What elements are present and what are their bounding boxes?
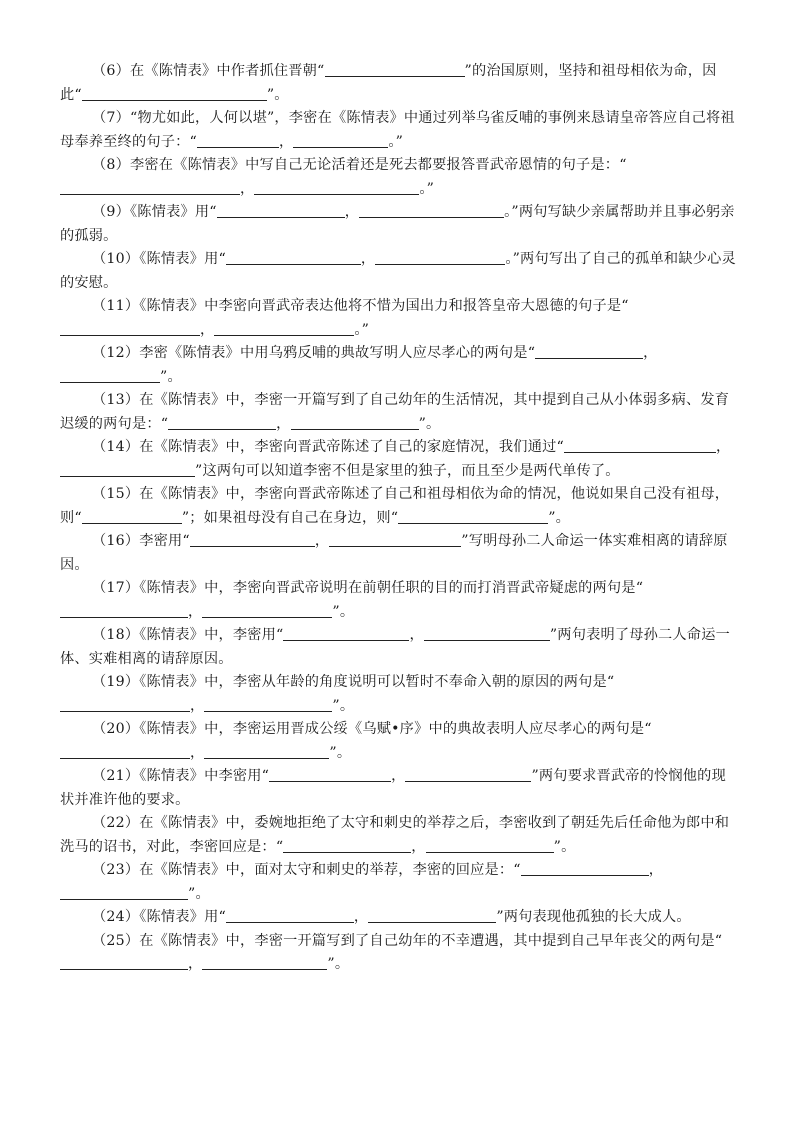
answer-blank[interactable] — [60, 954, 188, 970]
answer-blank[interactable] — [60, 179, 240, 195]
answer-blank[interactable] — [564, 437, 716, 453]
question-text: ”这两句可以知道李密不但是家里的独子，而且至少是两代单传了。 — [195, 462, 620, 479]
question-text: ”。 — [329, 744, 352, 761]
question-text: 《陈情表》中李密用“ — [139, 768, 270, 784]
answer-blank[interactable] — [214, 320, 354, 336]
question-text: 《陈情表》用“ — [130, 204, 217, 220]
question-item — [60, 577, 736, 624]
question-number: （19） — [92, 674, 140, 690]
question-item — [60, 389, 736, 436]
answer-blank[interactable] — [197, 132, 279, 148]
answer-blank[interactable] — [82, 508, 182, 524]
answer-blank[interactable] — [60, 884, 188, 900]
question-text: 李密用“ — [139, 533, 190, 549]
question-text: ， — [409, 627, 424, 643]
question-item — [60, 154, 736, 201]
question-number: （25） — [92, 932, 140, 949]
question-text: ”写明母孙二人命运一体实难相离的请辞原因。 — [60, 533, 728, 573]
question-item — [60, 248, 736, 295]
question-number: （6） — [92, 63, 131, 79]
answer-blank[interactable] — [325, 61, 465, 77]
question-text: 《陈情表》中，李密用“ — [139, 627, 284, 643]
question-item — [60, 765, 736, 812]
question-text: “物尤如此，人何以堪”，李密在《陈情表》中通过列举乌雀反哺的事例来恳请皇帝答应自己将祖母奉养至终的句子：“ — [60, 110, 735, 150]
question-text: ， — [411, 838, 426, 855]
question-text: ”。 — [160, 368, 182, 385]
answer-blank[interactable] — [293, 132, 388, 148]
answer-blank[interactable] — [535, 343, 643, 359]
answer-blank[interactable] — [217, 202, 345, 218]
question-text: ”；如果祖母没有自己在身边，则“ — [181, 509, 399, 526]
question-text: 李密在《陈情表》中写自己无论活着还是死去都要报答晋武帝恩情的句子是：“ — [130, 157, 627, 173]
question-item — [60, 483, 736, 530]
question-text: ， — [643, 345, 658, 361]
question-text: ， — [190, 744, 205, 761]
question-text: 。”两句写缺少亲属帮助并且事必躬亲的孤弱。 — [60, 204, 735, 244]
question-text: 。” — [354, 321, 370, 338]
answer-blank[interactable] — [424, 625, 550, 641]
question-text: ， — [188, 956, 203, 972]
question-number: （17） — [92, 580, 140, 596]
question-number: （23） — [92, 862, 140, 878]
question-number: （20） — [92, 721, 140, 737]
question-number: （16） — [92, 533, 140, 549]
question-number: （18） — [92, 627, 140, 643]
question-item — [60, 436, 736, 483]
question-text: 。” — [419, 180, 435, 197]
question-item — [60, 906, 736, 930]
answer-blank[interactable] — [204, 743, 329, 759]
answer-blank[interactable] — [202, 602, 332, 618]
answer-blank[interactable] — [368, 907, 496, 923]
answer-blank[interactable] — [60, 602, 188, 618]
question-text: ”。 — [553, 838, 576, 855]
answer-blank[interactable] — [375, 249, 505, 265]
answer-blank[interactable] — [291, 414, 419, 430]
question-text: 《陈情表》中，李密运用晋成公绥《乌赋•序》中的典故表明人应尽孝心的两句是“ — [139, 721, 652, 737]
answer-blank[interactable] — [60, 743, 190, 759]
answer-blank[interactable] — [521, 860, 649, 876]
question-number: （15） — [92, 486, 140, 502]
question-text: ， — [240, 180, 255, 197]
question-item — [60, 812, 736, 859]
question-item — [60, 295, 736, 342]
answer-blank[interactable] — [359, 202, 504, 218]
question-number: （24） — [92, 909, 140, 925]
question-number: （11） — [92, 298, 140, 314]
question-item — [60, 671, 736, 718]
question-text: ”。 — [188, 885, 210, 902]
question-text: ， — [190, 697, 205, 714]
question-text: ”两句表明了母孙二人命运一体、实难相离的请辞原因。 — [60, 627, 730, 667]
question-text: ， — [715, 439, 731, 455]
question-text: ”两句表现他孤独的长大成人。 — [496, 909, 691, 925]
question-item — [60, 930, 736, 977]
question-number: （22） — [92, 815, 140, 831]
question-text: 在《陈情表》中，李密一开篇写到了自己幼年的不幸遭遇，其中提到自己早年丧父的两句是“ — [139, 932, 723, 949]
question-item — [60, 107, 736, 154]
question-text: ， — [314, 533, 330, 549]
question-text: ， — [360, 251, 376, 267]
answer-blank[interactable] — [329, 531, 461, 547]
question-text: 《陈情表》用“ — [139, 909, 226, 925]
answer-blank[interactable] — [226, 249, 361, 265]
question-item — [60, 859, 736, 906]
question-text: 在《陈情表》中，面对太守和刺史的举荐，李密的回应是：“ — [139, 862, 521, 878]
question-text: 。”两句写出了自己的孤单和缺少心灵的安慰。 — [60, 251, 736, 291]
question-text: ”。 — [332, 697, 355, 714]
question-item — [60, 60, 736, 107]
question-number: （21） — [92, 768, 140, 784]
answer-blank[interactable] — [269, 766, 391, 782]
question-text: ”两句要求晋武帝的怜悯他的现状并准许他的要求。 — [60, 768, 726, 808]
question-item — [60, 530, 736, 577]
answer-blank[interactable] — [254, 179, 419, 195]
question-item — [60, 201, 736, 248]
answer-blank[interactable] — [60, 367, 160, 383]
answer-blank[interactable] — [60, 320, 200, 336]
answer-blank[interactable] — [82, 85, 267, 101]
answer-blank[interactable] — [168, 414, 276, 430]
question-text: ， — [200, 321, 215, 338]
question-text: 。” — [388, 133, 404, 150]
question-text: ”的治国原则，坚持和祖母相依为命，因此“ — [60, 63, 717, 103]
question-text: 《陈情表》用“ — [139, 251, 226, 267]
question-text: ”。 — [548, 509, 571, 526]
question-number: （13） — [92, 392, 140, 408]
question-text: ， — [344, 204, 360, 220]
question-text: 李密《陈情表》中用乌鸦反哺的典故写明人应尽孝心的两句是“ — [139, 345, 536, 361]
question-text: 在《陈情表》中，李密向晋武帝陈述了自己的家庭情况，我们通过“ — [139, 439, 564, 455]
question-number: （10） — [92, 251, 140, 267]
question-text: ”。 — [418, 415, 441, 432]
question-text: ”。 — [266, 86, 289, 103]
answer-blank[interactable] — [60, 696, 190, 712]
answer-blank[interactable] — [405, 766, 531, 782]
answer-blank[interactable] — [226, 907, 354, 923]
question-text: ”。 — [327, 956, 350, 972]
question-text: ”。 — [332, 603, 355, 620]
question-item — [60, 342, 736, 389]
answer-blank[interactable] — [204, 696, 332, 712]
question-number: （9） — [92, 204, 131, 220]
question-text: 在《陈情表》中作者抓住晋朝“ — [130, 63, 325, 79]
worksheet — [60, 60, 736, 977]
question-text: ， — [276, 415, 291, 432]
question-text: ， — [648, 862, 664, 878]
question-text: 《陈情表》中李密向晋武帝表达他将不惜为国出力和报答皇帝大恩德的句子是“ — [139, 298, 629, 314]
question-item — [60, 718, 736, 765]
question-text: 在《陈情表》中，李密向晋武帝陈述了自己和祖母相依为命的情况，他说如果自己没有祖母，则“ — [60, 486, 730, 526]
answer-blank[interactable] — [60, 461, 195, 477]
question-text: 在《陈情表》中，李密一开篇写到了自己幼年的生活情况，其中提到自己从小体弱多病、发育迟缓的两句是：“ — [60, 392, 730, 432]
question-text: ， — [391, 768, 406, 784]
question-text: ， — [353, 909, 369, 925]
answer-blank[interactable] — [202, 954, 327, 970]
answer-blank[interactable] — [426, 837, 554, 853]
question-text: ， — [278, 133, 294, 150]
answer-blank[interactable] — [283, 625, 409, 641]
question-number: （12） — [92, 345, 140, 361]
answer-blank[interactable] — [398, 508, 548, 524]
question-item — [60, 624, 736, 671]
question-text: ， — [188, 603, 203, 620]
question-number: （8） — [92, 157, 131, 173]
question-text: 《陈情表》中，李密向晋武帝说明在前朝任职的目的而打消晋武帝疑虑的两句是“ — [139, 580, 644, 596]
answer-blank[interactable] — [190, 531, 315, 547]
question-text: 《陈情表》中，李密从年龄的角度说明可以暂时不奉命入朝的原因的两句是“ — [139, 674, 615, 690]
question-number: （14） — [92, 439, 140, 455]
question-number: （7） — [92, 110, 131, 126]
answer-blank[interactable] — [283, 837, 411, 853]
question-text: 在《陈情表》中，委婉地拒绝了太守和刺史的举荐之后，李密收到了朝廷先后任命他为郎中和洗马的诏书，对此，李密回应是：“ — [60, 815, 730, 855]
